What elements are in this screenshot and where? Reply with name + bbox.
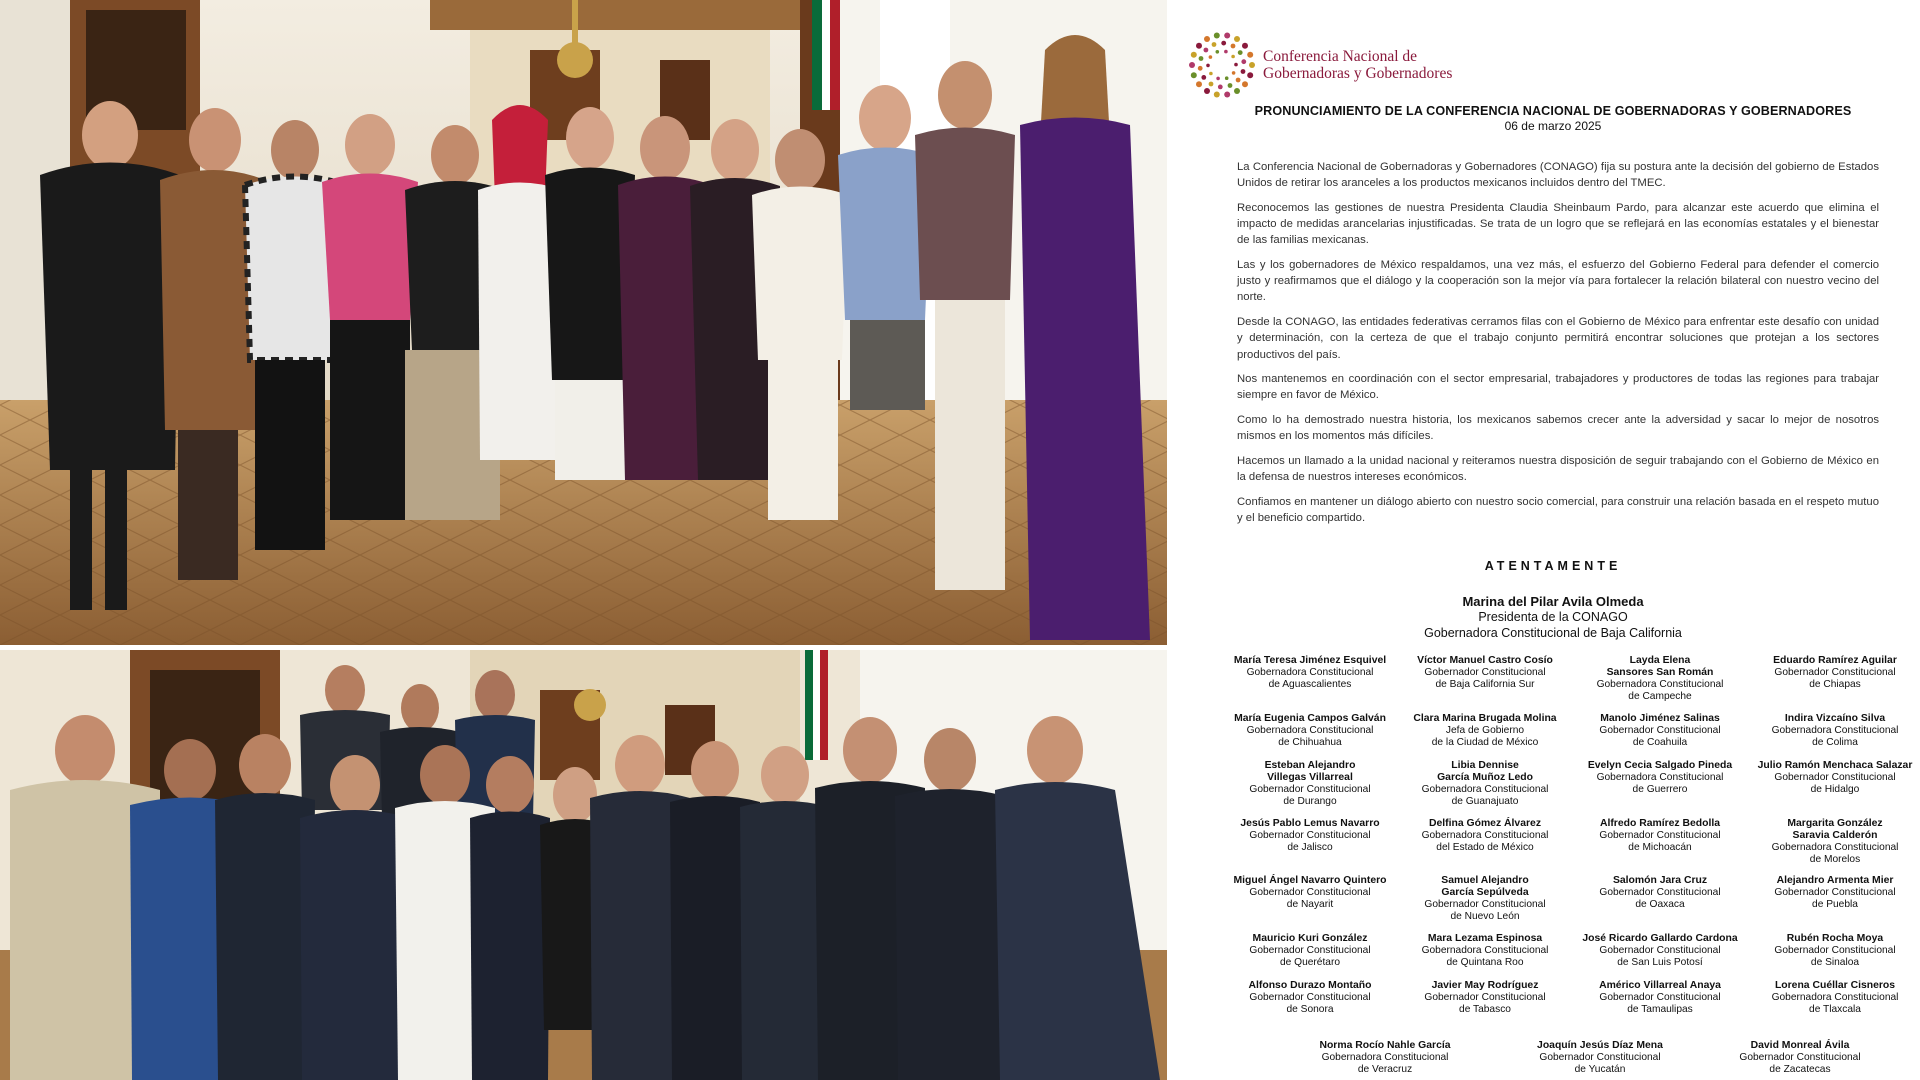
signatory-name: Delfina Gómez Álvarez	[1428, 818, 1542, 829]
signatory-block	[1565, 760, 1755, 796]
signatory-block	[1505, 1040, 1695, 1076]
signatory-role: Gobernador Constitucional de Coahuila	[1599, 725, 1721, 748]
signatory-role: Gobernadora Constitucional de Guerrero	[1596, 772, 1724, 795]
signatory-role: Gobernadora Constitucional de Campeche	[1596, 679, 1724, 702]
conago-statement	[1173, 0, 1920, 1080]
signatory-role: Gobernador Constitucional de Tamaulipas	[1599, 992, 1721, 1015]
president-name: Marina del Pilar Avila Olmeda	[1462, 594, 1644, 609]
statement-body	[1237, 159, 1879, 535]
paragraph: Reconocemos las gestiones de nuestra Presidenta Claudia Sheinbaum Pardo, para alcanzar este acuerdo que elimina el impacto de medidas arancelarias injustificadas. Se trata de un logro que se reflejará en las economías estatales y el bienestar de las familias mexicanas.	[1237, 201, 1879, 247]
signatory-block	[1390, 818, 1580, 854]
signatory-block	[1740, 818, 1920, 866]
signatory-role: Gobernador Constitucional de San Luis Potosí	[1599, 945, 1721, 968]
signatory-role: Gobernador Constitucional de Chiapas	[1774, 667, 1896, 690]
signatory-name: Manolo Jiménez Salinas	[1600, 713, 1720, 724]
signatory-name: Miguel Ángel Navarro Quintero	[1233, 875, 1387, 886]
signatory-block	[1215, 933, 1405, 969]
signatory-name: Norma Rocío Nahle García	[1319, 1040, 1451, 1051]
signatory-name: María Eugenia Campos Galván	[1234, 713, 1386, 724]
signatory-name: Samuel Alejandro García Sepúlveda	[1441, 875, 1529, 898]
group-photo-top-image	[0, 0, 1167, 645]
paragraph: La Conferencia Nacional de Gobernadoras y Gobernadores (CONAGO) fija su postura ante la decisión del gobierno de Estados Unidos de retirar los aranceles a los productos mexicanos incluidos dentro del TMEC.	[1237, 161, 1879, 190]
signatory-name: Salomón Jara Cruz	[1612, 875, 1708, 886]
signatory-block	[1565, 713, 1755, 749]
signatory-name: Joaquín Jesús Díaz Mena	[1537, 1040, 1663, 1051]
signatory-role: Gobernadora Constitucional de Quintana Roo	[1421, 945, 1549, 968]
signatory-block	[1705, 1040, 1895, 1076]
signatory-name: Lorena Cuéllar Cisneros	[1774, 980, 1896, 991]
document-date: 06 de marzo 2025	[1504, 119, 1602, 133]
signatory-block	[1215, 980, 1405, 1016]
signatory-block	[1740, 713, 1920, 749]
paragraph: Las y los gobernadores de México respaldamos, una vez más, el esfuerzo del Gobierno Federal para defender el comercio justo y reafirmamos que el diálogo y la cooperación son la mejor vía para fortalecer la relación bilateral con nuestro vecino del norte.	[1237, 259, 1879, 304]
signatory-role: Gobernadora Constitucional de Chihuahua	[1246, 725, 1374, 748]
signatory-name: Indira Vizcaíno Silva	[1784, 713, 1886, 724]
signatory-name: Margarita González Saravia Calderón	[1787, 818, 1883, 841]
signatory-role: Gobernador Constitucional de Sonora	[1249, 992, 1371, 1015]
signatory-block	[1740, 875, 1920, 911]
signatory-name: David Monreal Ávila	[1750, 1040, 1850, 1051]
group-photo-bottom-image	[0, 650, 1167, 1080]
signatory-name: Mauricio Kuri González	[1252, 933, 1368, 944]
signatory-block	[1565, 875, 1755, 911]
signatory-block	[1740, 980, 1920, 1016]
signatory-role: Gobernadora Constitucional de Colima	[1771, 725, 1899, 748]
signatory-role: Gobernador Constitucional de Puebla	[1774, 887, 1896, 910]
signatory-role: Gobernador Constitucional de Hidalgo	[1774, 772, 1896, 795]
signatory-name: Evelyn Cecia Salgado Pineda	[1587, 760, 1733, 771]
signatory-role: Jefa de Gobierno de la Ciudad de México	[1431, 725, 1539, 748]
conago-logo-icon	[1187, 30, 1257, 100]
organization-name: Conferencia Nacional de Gobernadoras y Gobernadores	[1263, 48, 1453, 82]
signatory-name: Layda Elena Sansores San Román	[1606, 655, 1714, 678]
signatory-name: Eduardo Ramírez Aguilar	[1773, 655, 1897, 666]
signatory-block	[1390, 713, 1580, 749]
paragraph: Confiamos en mantener un diálogo abierto con nuestro socio comercial, para construir una relación basada en el respeto mutuo y el beneficio compartido.	[1237, 495, 1879, 525]
signatory-block	[1390, 655, 1580, 691]
signatory-block	[1740, 655, 1920, 691]
signatory-block	[1565, 655, 1755, 703]
signatory-role: Gobernador Constitucional de Baja California Sur	[1424, 667, 1546, 690]
closing-salutation: ATENTAMENTE	[1484, 559, 1622, 573]
signatory-name: Javier May Rodríguez	[1431, 980, 1539, 991]
signatory-role: Gobernador Constitucional de Sinaloa	[1774, 945, 1896, 968]
signatory-name: Alejandro Armenta Mier	[1776, 875, 1894, 886]
signatory-role: Gobernadora Constitucional de Guanajuato	[1421, 784, 1549, 807]
signatory-role: Gobernadora Constitucional del Estado de México	[1421, 830, 1549, 853]
signatory-name: María Teresa Jiménez Esquivel	[1233, 655, 1387, 666]
group-photo-bottom	[0, 650, 1167, 1080]
president-state: Gobernadora Constitucional de Baja California	[1424, 625, 1682, 640]
signatory-name: Mara Lezama Espinosa	[1427, 933, 1543, 944]
signatory-block	[1565, 818, 1755, 854]
signatory-name: Julio Ramón Menchaca Salazar	[1757, 760, 1913, 771]
group-photo-top	[0, 0, 1167, 645]
signatory-role: Gobernador Constitucional de Michoacán	[1599, 830, 1721, 853]
document-title: PRONUNCIAMIENTO DE LA CONFERENCIA NACIONAL DE GOBERNADORAS Y GOBERNADORES	[1254, 104, 1852, 118]
signatory-role: Gobernador Constitucional de Querétaro	[1249, 945, 1371, 968]
signatory-role: Gobernador Constitucional de Yucatán	[1539, 1052, 1661, 1075]
paragraph: Desde la CONAGO, las entidades federativas cerramos filas con el Gobierno de México para enfrentar este desafío con unidad y determinación, con la certeza de que el trabajo conjunto permitirá encontrar soluciones que protejan a los sectores productivos del país.	[1237, 316, 1879, 361]
signatory-name: Clara Marina Brugada Molina	[1413, 713, 1557, 724]
signatory-role: Gobernadora Constitucional de Aguascalientes	[1246, 667, 1374, 690]
signatory-block	[1390, 933, 1580, 969]
signatory-block	[1390, 875, 1580, 923]
signatory-role: Gobernador Constitucional de Nayarit	[1249, 887, 1371, 910]
signatory-role: Gobernador Constitucional de Oaxaca	[1599, 887, 1721, 910]
signatory-role: Gobernador Constitucional de Durango	[1249, 784, 1371, 807]
signatory-block	[1390, 980, 1580, 1016]
signatory-block	[1215, 655, 1405, 691]
paragraph: Como lo ha demostrado nuestra historia, los mexicanos sabemos crecer ante la adversidad y sacar lo mejor de nosotros mismos en los momentos más difíciles.	[1237, 414, 1879, 443]
signatory-role: Gobernadora Constitucional de Veracruz	[1321, 1052, 1449, 1075]
signatory-role: Gobernador Constitucional de Tabasco	[1424, 992, 1546, 1015]
signatory-block	[1565, 933, 1755, 969]
signatory-name: Rubén Rocha Moya	[1786, 933, 1884, 944]
signatory-block	[1390, 760, 1580, 808]
signatory-name: Jesús Pablo Lemus Navarro	[1240, 818, 1380, 829]
signatory-name: Libia Dennise García Muñoz Ledo	[1437, 760, 1533, 783]
paragraph: Hacemos un llamado a la unidad nacional y reiteramos nuestra disposición de seguir trabajando con el Gobierno de México en la defensa de nuestros intereses económicos.	[1237, 455, 1879, 484]
signatory-block	[1215, 760, 1405, 808]
signatory-role: Gobernadora Constitucional de Morelos	[1771, 842, 1899, 865]
signatory-role: Gobernador Constitucional de Nuevo León	[1424, 899, 1546, 922]
signatory-block	[1215, 818, 1405, 854]
signatory-block	[1740, 760, 1920, 796]
president-signature	[1203, 594, 1903, 641]
signatory-name: Esteban Alejandro Villegas Villarreal	[1264, 760, 1356, 783]
signatory-role: Gobernadora Constitucional de Tlaxcala	[1771, 992, 1899, 1015]
signatory-role: Gobernador Constitucional de Zacatecas	[1739, 1052, 1861, 1075]
signatory-name: Víctor Manuel Castro Cosío	[1417, 655, 1553, 666]
signatory-name: Alfredo Ramírez Bedolla	[1599, 818, 1721, 829]
signatory-block	[1740, 933, 1920, 969]
signatory-block	[1215, 713, 1405, 749]
signatory-role: Gobernador Constitucional de Jalisco	[1249, 830, 1371, 853]
signatory-name: José Ricardo Gallardo Cardona	[1582, 933, 1738, 944]
signatory-name: Alfonso Durazo Montaño	[1248, 980, 1372, 991]
signatory-block	[1215, 875, 1405, 911]
signatory-block	[1565, 980, 1755, 1016]
president-role: Presidenta de la CONAGO	[1478, 610, 1628, 624]
signatory-block	[1290, 1040, 1480, 1076]
paragraph: Nos mantenemos en coordinación con el sector empresarial, trabajadores y productores de todas las regiones para trabajar siempre en favor de México.	[1237, 373, 1879, 402]
signatory-name: Américo Villarreal Anaya	[1599, 980, 1721, 991]
